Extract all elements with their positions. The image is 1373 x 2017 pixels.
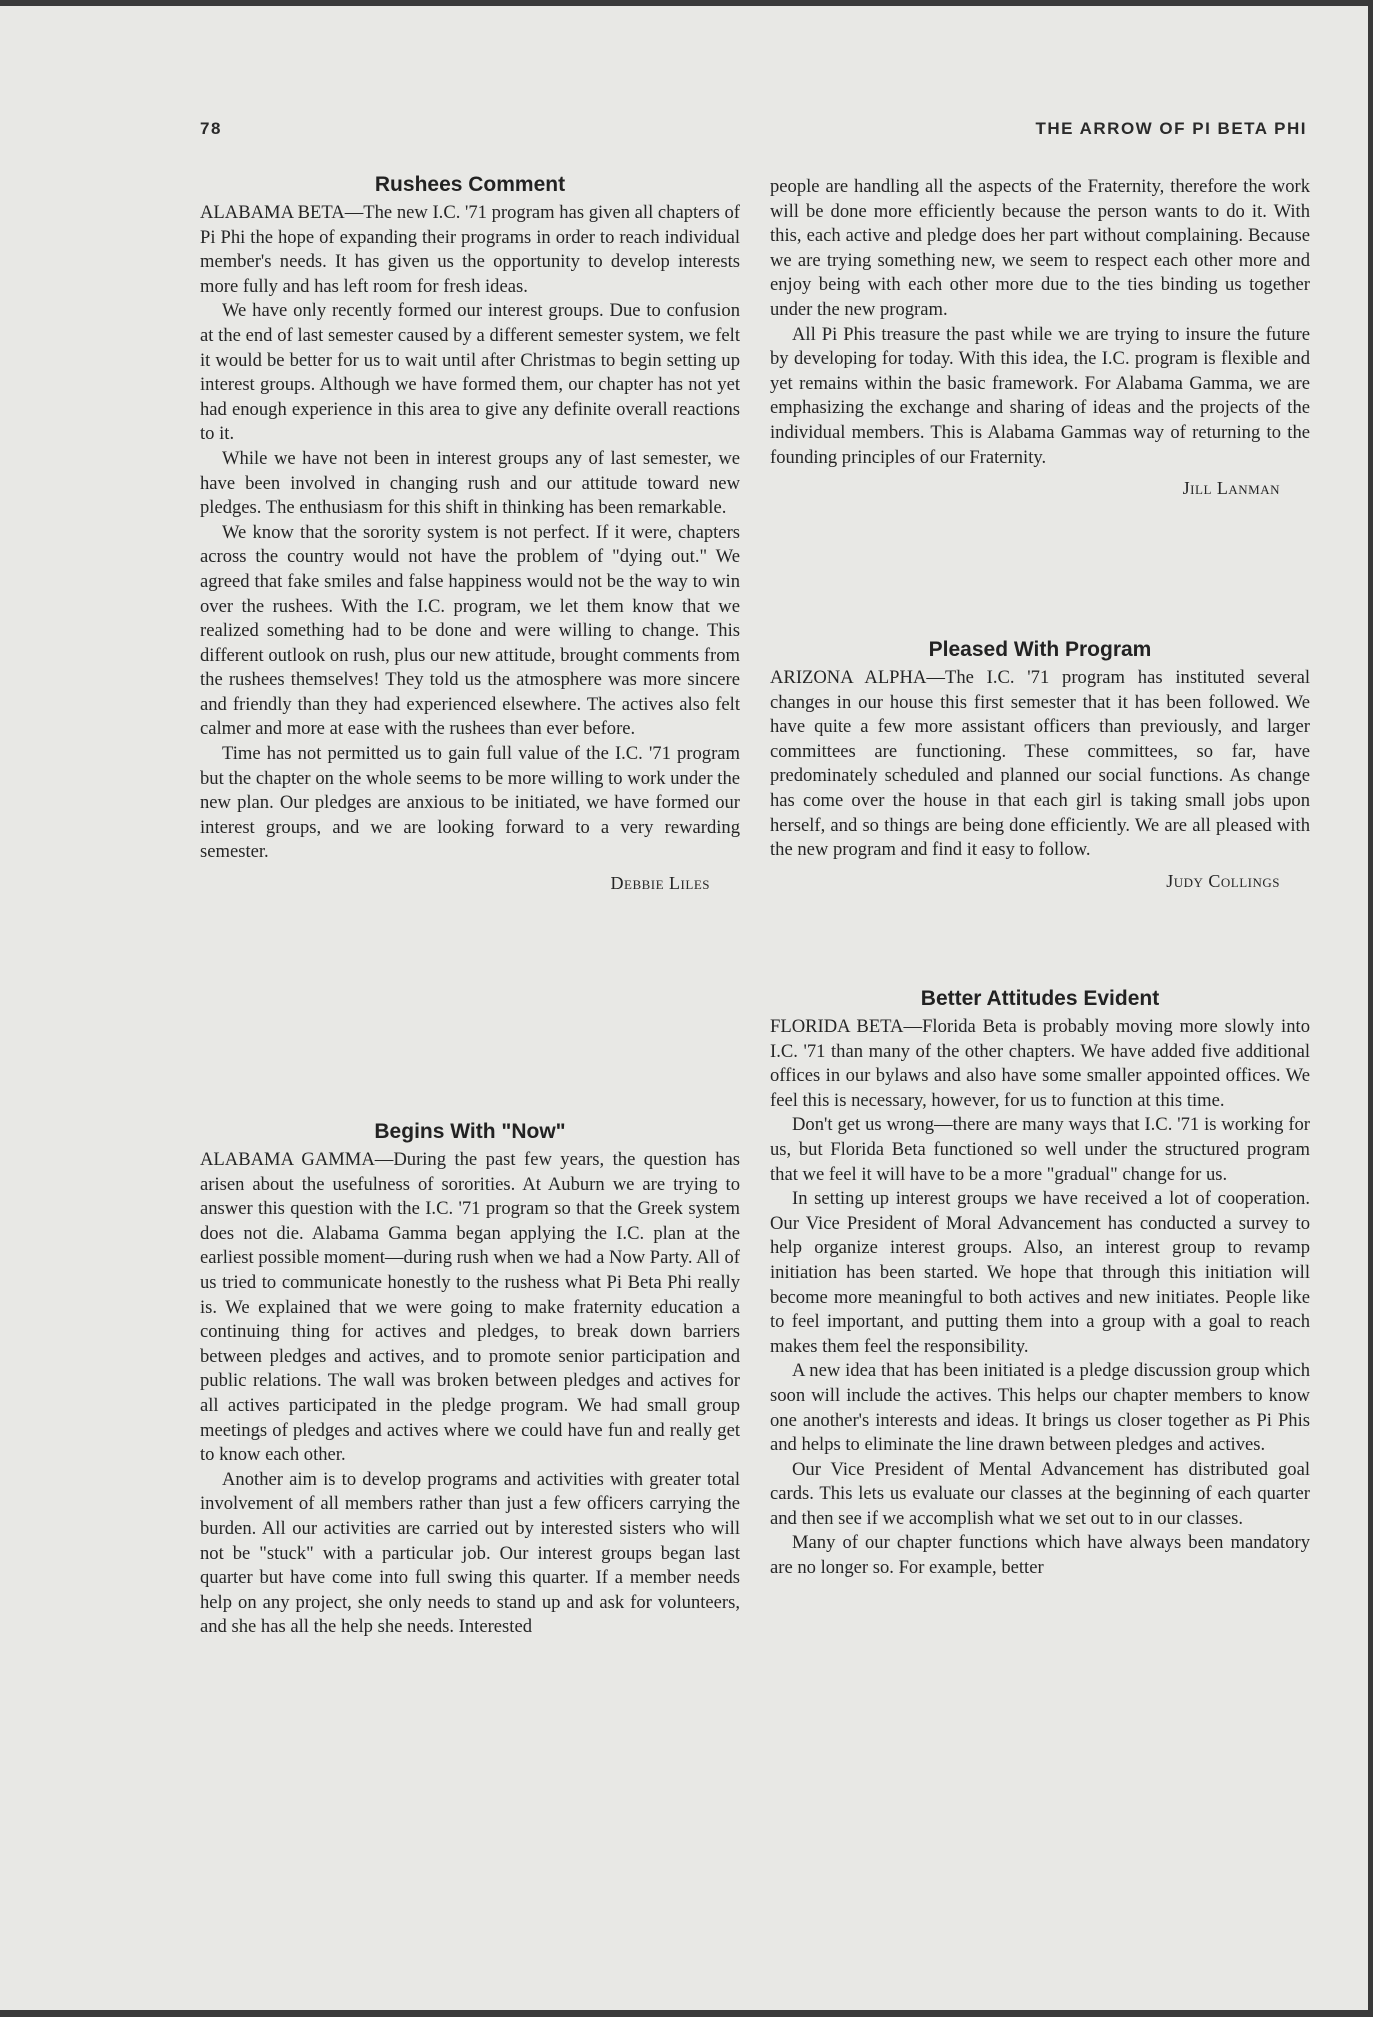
author-signature: Debbie Liles xyxy=(610,873,710,894)
paragraph: We know that the sorority system is not perfect. If it were, chapters across the country would not have the problem of "dying out." We agreed that fake smiles and false happiness would not be the way to win over the rushees. With the I.C. program, we let them know that we realized something had to be done and were willing to change. This different outlook on rush, plus our new attitude, brought comments from the rushees themselves! They told us the atmosphere was more sincere and friendly than they had experienced elsewhere. The actives also felt calmer and more at ease with the rushees than ever before. xyxy=(200,521,740,740)
author-signature: Judy Collings xyxy=(1166,870,1280,891)
article-pleased-with-program xyxy=(770,637,1310,893)
article-title: Pleased With Program xyxy=(928,638,1152,661)
article-begins-with-now-continued xyxy=(770,175,1310,501)
running-title: THE ARROW OF PI BETA PHI xyxy=(1035,119,1307,138)
left-column xyxy=(200,0,740,2017)
article-title: Rushees Comment xyxy=(374,173,566,196)
article-rushees-comment xyxy=(200,172,740,896)
paragraph: While we have not been in interest groups any of last semester, we have been involved in changing rush and our attitude toward new pledges. The enthusiasm for this shift in thinking has been remarkable. xyxy=(200,447,740,519)
scan-border-right xyxy=(1368,0,1373,2017)
article-title: Begins With "Now" xyxy=(374,1120,566,1143)
paragraph: A new idea that has been initiated is a pledge discussion group which soon will include the actives. This helps our chapter members to know one another's interests and ideas. It brings us closer together as Pi Phis and helps to eliminate the line drawn between pledges and actives. xyxy=(770,1360,1310,1456)
paragraph: Another aim is to develop programs and activities with greater total involvement of all members rather than just a few officers carrying the burden. All our activities are carried out by interested sisters who will not be "stuck" with a particular job. Our interest groups began last quarter but have come into full swing this quarter. If a member needs help on any project, she only needs to stand up and ask for volunteers, and she has all the help she needs. Interested xyxy=(200,1468,740,1638)
paragraph: All Pi Phis treasure the past while we are trying to insure the future by developing for today. With this idea, the I.C. program is flexible and yet remains within the basic framework. For Alabama Gamma, we are emphasizing the exchange and sharing of ideas and the projects of the individual members. This is Alabama Gammas way of returning to the founding principles of our Fraternity. xyxy=(770,323,1310,468)
page-number: 78 xyxy=(200,119,222,138)
paragraph: Time has not permitted us to gain full value of the I.C. '71 program but the chapter on the whole seems to be more willing to work under the new plan. Our pledges are anxious to be initiated, we have formed our interest groups, and we are looking forward to a very rewarding semester. xyxy=(200,743,740,863)
paragraph: ARIZONA ALPHA—The I.C. '71 program has instituted several changes in our house this first semester that it has been followed. We have quite a few more assistant officers than previously, and larger committees are functioning. These committees, so far, have predominately scheduled and planned our social functions. As change has come over the house in that each girl is taking small jobs upon herself, and so things are being done efficiently. We are all pleased with the new program and find it easy to follow. xyxy=(770,667,1310,861)
paragraph: ALABAMA GAMMA—During the past few years, the question has arisen about the usefulness of sororities. At Auburn we are trying to answer this question with the I.C. '71 program so that the Greek system does not die. Alabama Gamma began applying the I.C. plan at the earliest possible moment—during rush when we had a Now Party. All of us tried to communicate honestly to the rushess what Pi Beta Phi really is. We explained that we were going to make fraternity education a continuing thing for actives and pledges, to break down barriers between pledges and actives, and to promote senior participation and public relations. The wall was broken between pledges and actives for all actives participated in the pledge program. We had small group meetings of pledges and actives where we could have fun and really get to know each other. xyxy=(200,1149,740,1466)
paragraph: Many of our chapter functions which have always been mandatory are no longer so. For example, better xyxy=(770,1532,1310,1579)
paragraph: In setting up interest groups we have received a lot of cooperation. Our Vice President of Moral Advancement has conducted a survey to help organize interest groups. Also, an interest group to revamp initiation has been started. We hope that through this initiation will become more meaningful to both actives and new initiates. People like to feel important, and putting them into a group with a goal to reach makes them feel the responsibility. xyxy=(770,1188,1310,1357)
paragraph: Our Vice President of Mental Advancement has distributed goal cards. This lets us evaluate our classes at the beginning of each quarter and then see if we accomplish what we set out to in our classes. xyxy=(770,1458,1310,1529)
article-better-attitudes-evident xyxy=(770,986,1310,1581)
author-signature: Jill Lanman xyxy=(1182,478,1280,499)
paragraph: Don't get us wrong—there are many ways that I.C. '71 is working for us, but Florida Beta functioned so well under the structured program that we feel it will have to be a more "gradual" change for us. xyxy=(770,1114,1310,1185)
right-column xyxy=(770,0,1310,2017)
paragraph: people are handling all the aspects of the Fraternity, therefore the work will be done more efficiently because the person wants to do it. With this, each active and pledge does her part without complaining. Because we are trying something new, we seem to respect each other more and enjoy being with each other more due to the ties binding us together under the new program. xyxy=(770,176,1310,320)
article-title: Better Attitudes Evident xyxy=(920,987,1160,1010)
article-begins-with-now xyxy=(200,1119,740,1640)
paragraph: ALABAMA BETA—The new I.C. '71 program has given all chapters of Pi Phi the hope of expanding their programs in order to reach individual member's needs. It has given us the opportunity to develop interests more fully and has left room for fresh ideas. xyxy=(200,202,740,297)
paragraph: We have only recently formed our interest groups. Due to confusion at the end of last semester caused by a different semester system, we felt it would be better for us to wait until after Christmas to begin setting up interest groups. Although we have formed them, our chapter has not yet had enough experience in this area to give any definite overall reactions to it. xyxy=(200,300,740,445)
paragraph: FLORIDA BETA—Florida Beta is probably moving more slowly into I.C. '71 than many of the other chapters. We have added five additional offices in our bylaws and also have some smaller appointed offices. We feel this is necessary, however, for us to function at this time. xyxy=(770,1016,1310,1111)
